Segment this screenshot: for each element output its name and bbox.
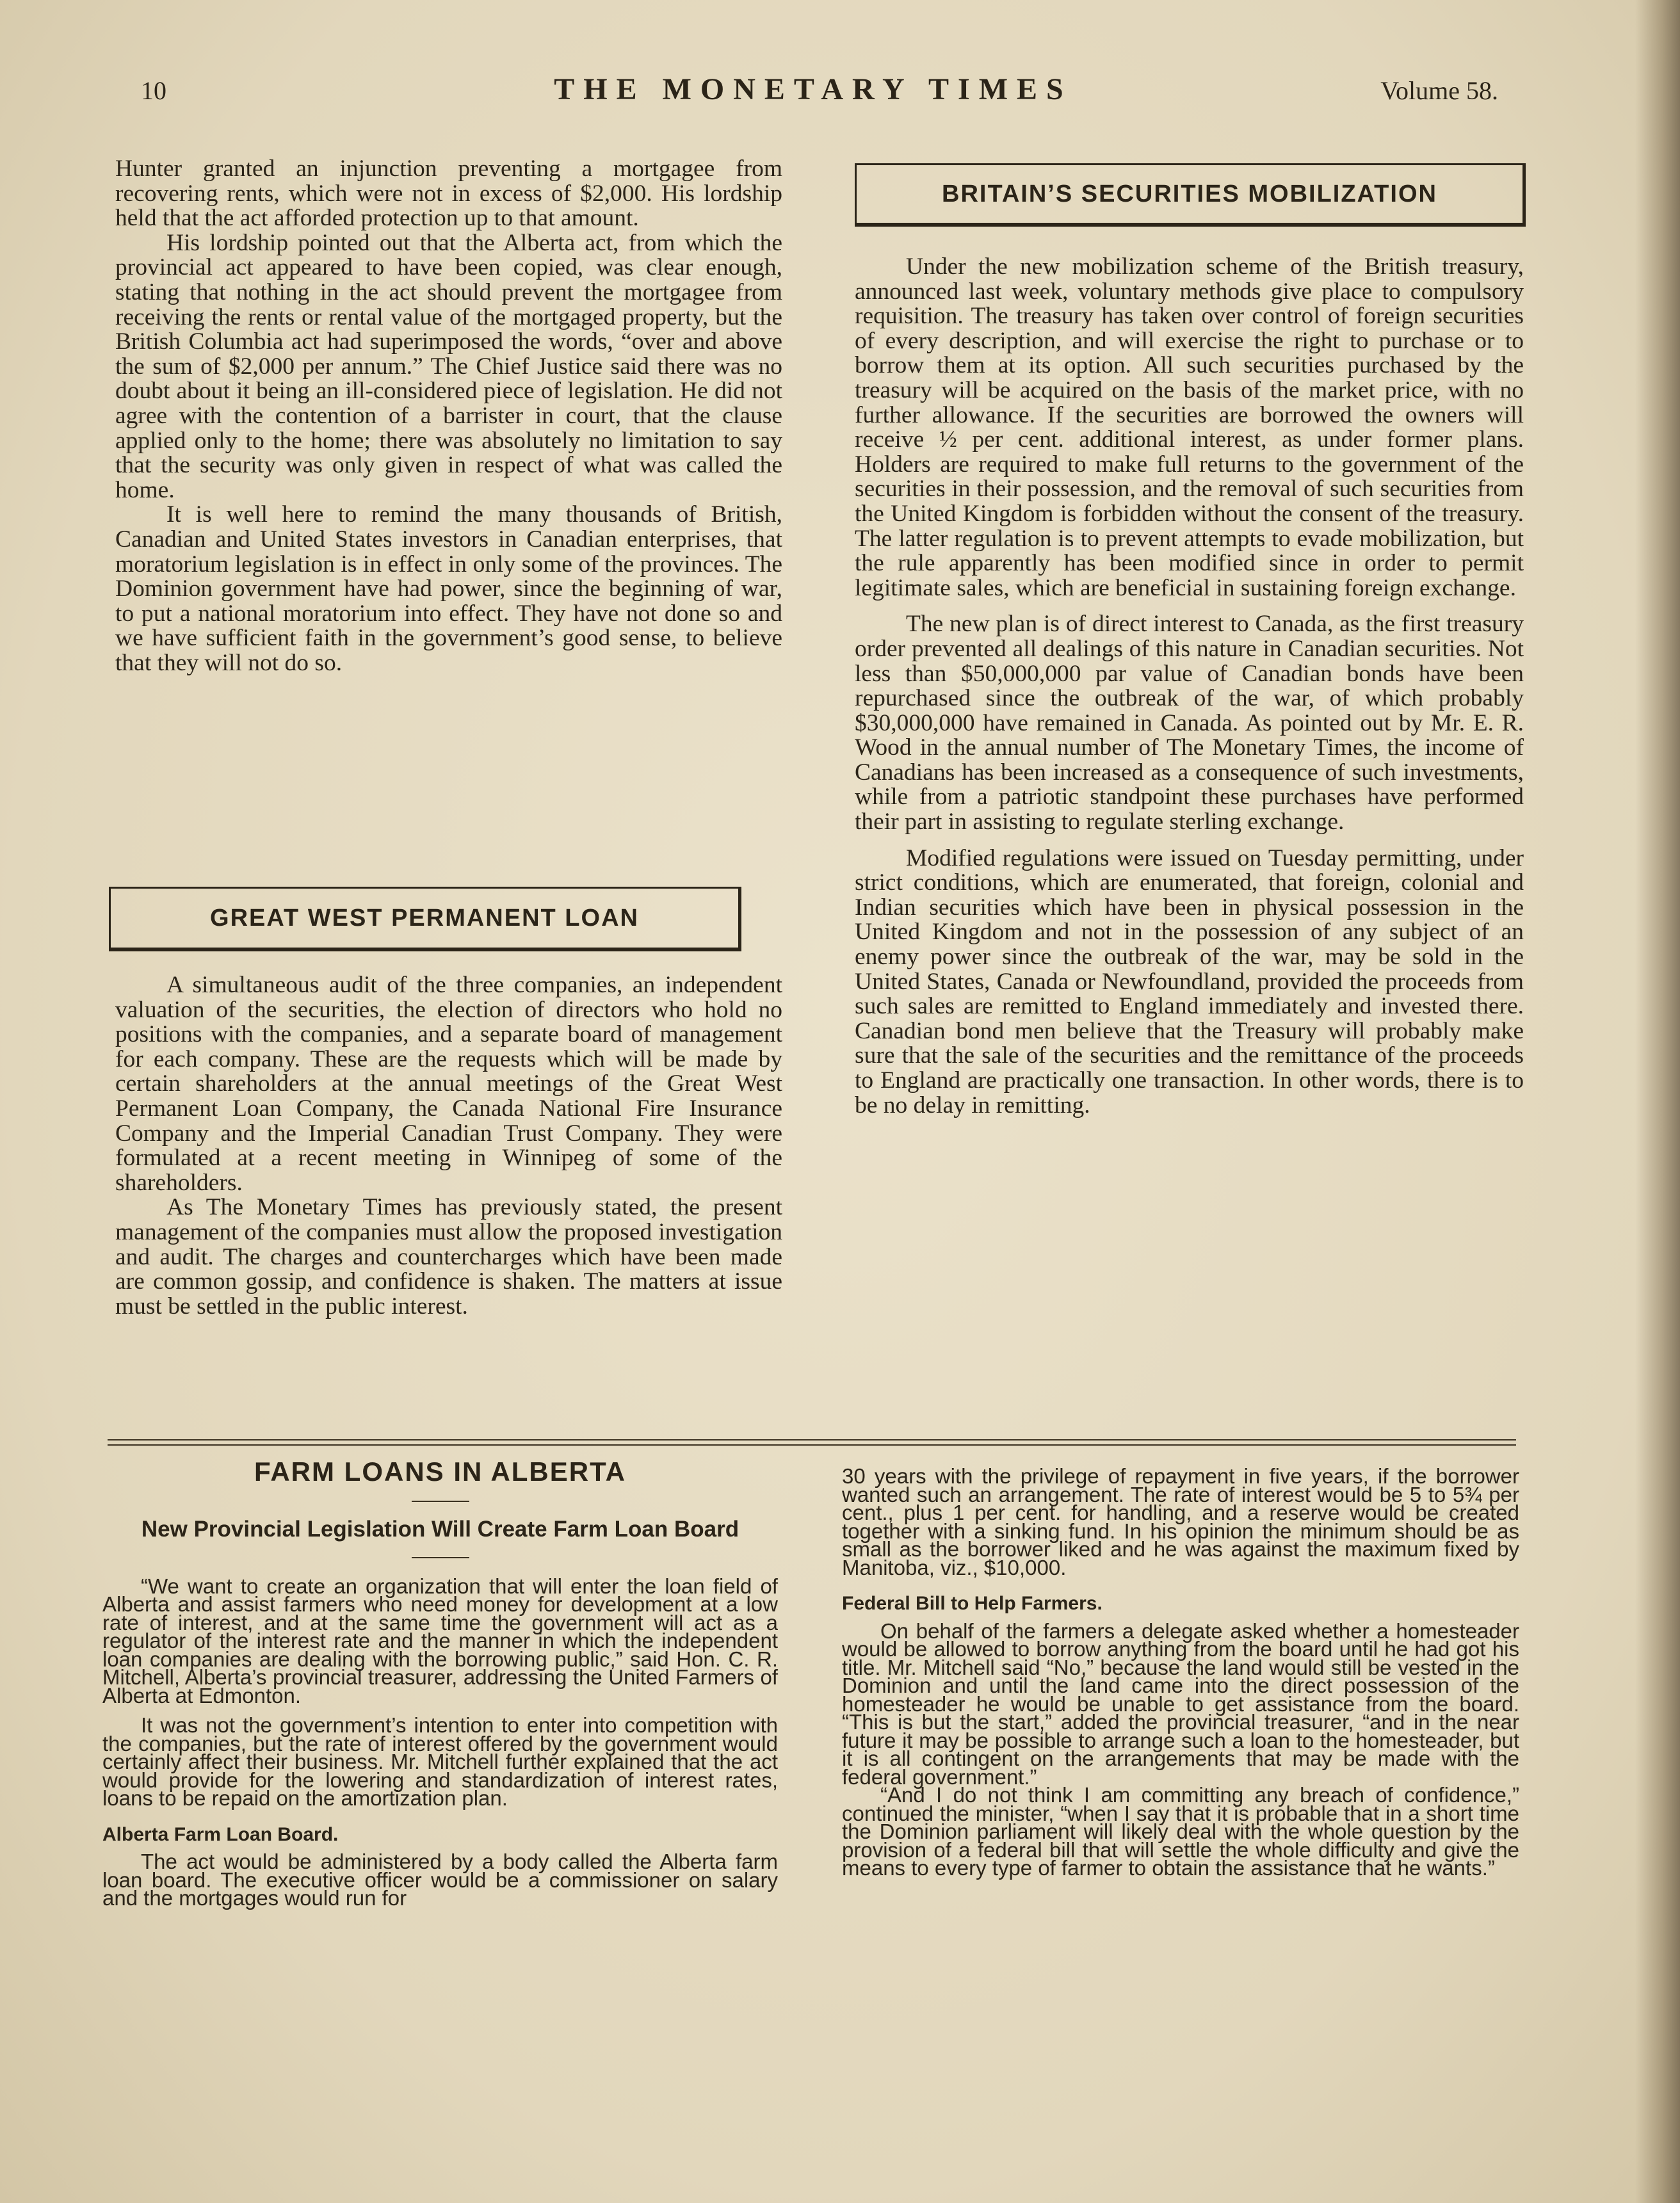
great-west-title: GREAT WEST PERMANENT LOAN	[210, 904, 639, 932]
binding-shadow	[1635, 0, 1680, 2203]
volume-label: Volume 58.	[1380, 76, 1498, 105]
great-west-heading-box	[109, 887, 741, 951]
farm-loans-title: FARM LOANS IN ALBERTA	[254, 1457, 626, 1487]
subhead-alberta-board: Alberta Farm Loan Board.	[102, 1823, 339, 1845]
farm-loans-article	[102, 1457, 778, 1910]
masthead: THE MONETARY TIMES	[554, 72, 1072, 106]
subhead-federal-bill: Federal Bill to Help Farmers.	[842, 1593, 1102, 1614]
paragraph: It was not the government’s intention to enter into competition with the companies, but the rate of interest offered by the government would certainly affect their business. Mr. Mitchell further explained that the act would provide for the lowering and standardization of interest rates, loans to be repaid on the amortization plan.	[102, 1713, 778, 1810]
paragraph: 30 years with the privilege of repayment in five years, if the borrower wanted such an arrangement. The rate of interest would be 5 to 5¾ per cent., plus 1 per cent. for handling, and a reserve would be created together with a sinking fund. In his opinion the minimum should be as small as the borrower liked and he was against the maximum fixed by Manitoba, viz., $10,000.	[842, 1464, 1519, 1579]
farm-loans-subtitle: New Provincial Legislation Will Create Farm Loan Board	[141, 1516, 739, 1542]
britain-article	[855, 255, 1524, 1118]
paragraph: The act would be administered by a body called the Alberta farm loan board. The executive officer would be a commissioner on salary and the mortgages would run for	[102, 1850, 778, 1910]
paragraph: The new plan is of direct interest to Canada, as the first treasury order prevented all dealings of this nature in Canadian securities. Not less than $50,000,000 par value of Canadian bonds have been repurchased since the outbreak of the war, of which probably $30,000,000 have remained in Canada. As pointed out by Mr. E. R. Wood in the annual number of The Monetary Times, the income of Canadians has been increased as a consequence of such investments, while from a patriotic standpoint these purchases have performed their part in assisting to regulate sterling exchange.	[855, 611, 1524, 835]
paragraph: As The Monetary Times has previously stated, the present management of the companies must allow the proposed investigation and audit. The charges and countercharges which have been made are common gossip, and confidence is shaken. The matters at issue must be settled in the public interest.	[115, 1194, 782, 1319]
page-header	[115, 72, 1511, 120]
subtitle-rule	[412, 1557, 469, 1558]
title-rule	[412, 1501, 469, 1502]
paragraph: A simultaneous audit of the three companies, an independent valuation of the securities, the election of directors who hold no positions with the companies, and a separate board of management for each company. These are the requests which will be made by certain shareholders at the annual meetings of the Great West Permanent Loan Company, the Canada National Fire Insurance Company and the Imperial Canadian Trust Company. They were formulated at a recent meeting in Winnipeg of some of the shareholders.	[115, 972, 782, 1196]
page-number: 10	[141, 76, 166, 105]
top-left-article	[115, 157, 782, 675]
paragraph: Under the new mobilization scheme of the British treasury, announced last week, voluntary methods give place to compulsory requisition. The treasury has taken over control of foreign securities of every description, and will exercise the right to purchase or to borrow them at its option. All such securities purchased by the treasury will be acquired on the basis of the market price, with no further allowance. If the securities are borrowed the owners will receive ½ per cent. additional interest, as under former plans. Holders are required to make full returns to the government of the securities in their possession, and the removal of such securities from the United Kingdom is forbidden without the consent of the treasury. The latter regulation is to prevent attempts to evade mobilization, but the rule apparently has been modified since in order to permit legitimate sales, which are beneficial in sustaining foreign exchange.	[855, 254, 1524, 601]
farm-loans-continued	[842, 1464, 1519, 1880]
britain-heading-box	[855, 163, 1526, 227]
section-divider	[108, 1439, 1516, 1446]
paragraph: On behalf of the farmers a delegate asked whether a homesteader would be allowed to borrow anything from the board until he had got his title. Mr. Mitchell said “No,” because the land would still be vested in the Dominion and until the land came into the direct possession of the homesteader he would be unable to get assistance from the board. “This is but the start,” added the provincial treasurer, “and in the near future it may be possible to arrange such a loan to the homesteader, but it is all contingent on the arrangements that may be made with the federal government.”	[842, 1618, 1519, 1789]
paragraph: Modified regulations were issued on Tuesday permitting, under strict conditions, which are enumerated, that foreign, colonial and Indian securities which have been in physical possession in the United Kingdom and not in the possession of any subject of an enemy power since the outbreak of the war, may be sold in the United States, Canada or Newfoundland, provided the proceeds from such sales are remitted to England immediately and invested there. Canadian bond men believe that the Treasury will probably make sure that the sale of the securities and the remittance of the proceeds to England are practically one transaction. In other words, there is to be no delay in remitting.	[855, 844, 1524, 1118]
paragraph: “And I do not think I am committing any breach of confidence,” continued the minister, “when I say that it is probable that in a short time the Dominion parliament will likely deal with the whole question by the provision of a federal bill that will settle the whole difficulty and give the means to every type of farmer to obtain the assistance that he wants.”	[842, 1783, 1519, 1880]
paragraph: “We want to create an organization that will enter the loan field of Alberta and assist farmers who need money for development at a low rate of interest, and at the same time the government will act as a regulator of the interest rate and the manner in which the independent loan companies are dealing with the borrowing public,” said Hon. C. R. Mitchell, Alberta’s provincial treasurer, addressing the United Farmers of Alberta at Edmonton.	[102, 1574, 778, 1707]
paragraph: It is well here to remind the many thousands of British, Canadian and United States investors in Canadian enterprises, that moratorium legislation is in effect in only some of the provinces. The Dominion government have had power, since the beginning of war, to put a national moratorium into effect. They have not done so and we have sufficient faith in the government’s good sense, to believe that they will not do so.	[115, 501, 782, 676]
paragraph: Hunter granted an injunction preventing a mortgagee from recovering rents, which were not in excess of $2,000. His lordship held that the act afforded protection up to that amount.	[115, 156, 782, 232]
paragraph: His lordship pointed out that the Alberta act, from which the provincial act appeared to have been copied, was clear enough, stating that nothing in the act should prevent the mortgagee from receiving the rents or rental value of the mortgaged property, but the British Columbia act had superimposed the words, “over and above the sum of $2,000 per annum.” The Chief Justice said there was no doubt about it being an ill-considered piece of legislation. He did not agree with the contention of a barrister in court, that the clause applied only to the home; there was absolutely no limitation to say that the security was only given in respect of what was called the home.	[115, 229, 782, 503]
britain-title: BRITAIN’S SECURITIES MOBILIZATION	[942, 180, 1437, 207]
great-west-article	[115, 973, 782, 1319]
